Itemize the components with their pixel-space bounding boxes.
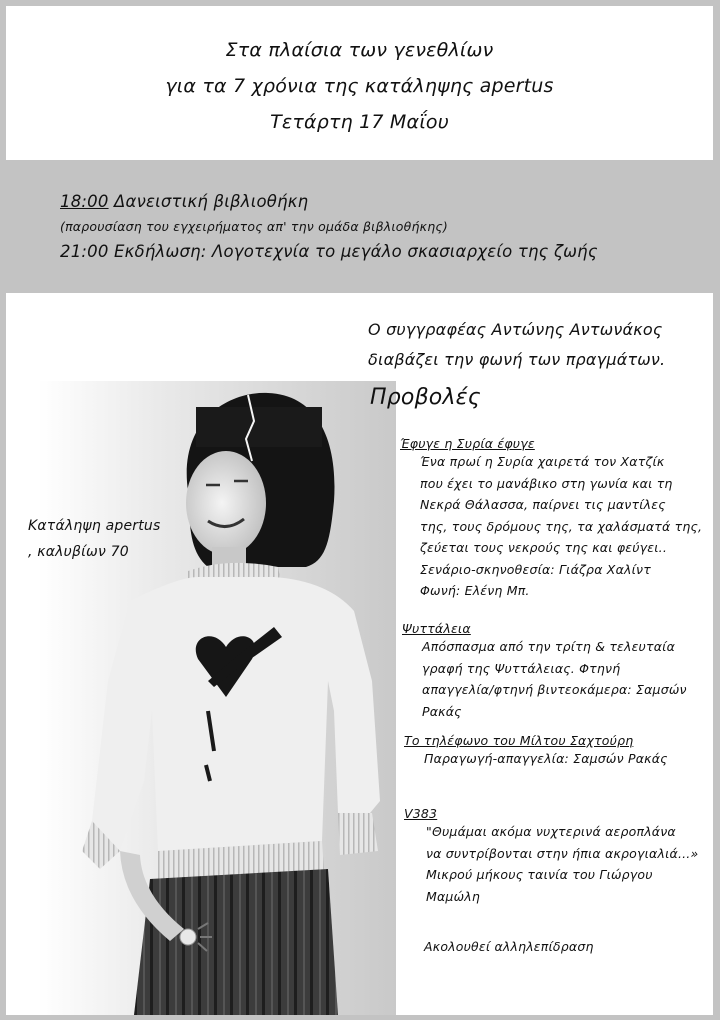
schedule-time-1800: 18:00 [60, 192, 109, 211]
header-line-2: για τα 7 χρόνια της κατάληψης apertus [165, 75, 554, 97]
schedule-item-event: 21:00 Εκδήλωση: Λογοτεχνία το μεγάλο σκασιαρχείο της ζωής [60, 242, 598, 261]
followup-note: Ακολουθεί αλληλεπίδραση [424, 939, 594, 954]
film-line: ζεύεται τους νεκρούς της και φεύγει.. [420, 540, 667, 555]
schedule-library-label: Δανειστική βιβλιοθήκη [114, 192, 309, 211]
author-intro-line-1: Ο συγγραφέας Αντώνης Αντωνάκος [368, 320, 663, 339]
film-description [420, 451, 702, 602]
film-line: Νεκρά Θάλασσα, παίρνει τις μαντίλες [420, 497, 666, 512]
film-title: V383 [404, 806, 438, 821]
film-line: Φωνή: Ελένη Μπ. [420, 583, 530, 598]
film-line: γραφή της Ψυττάλειας. Φτηνή [422, 660, 621, 676]
film-v383 [404, 806, 698, 907]
poster-panel [6, 293, 713, 1015]
projections-heading: Προβολές [370, 385, 481, 410]
schedule [60, 188, 598, 266]
film-line: της, τους δρόμους της, τα χαλάσματά της, [420, 518, 703, 534]
schedule-library-note: (παρουσίαση του εγχειρήματος απ' την ομάδα βιβλιοθήκης) [60, 219, 448, 234]
film-title: Έφυγε η Συρία έφυγε [400, 436, 535, 451]
header-line-1: Στα πλαίσια των γενεθλίων [225, 39, 494, 61]
film-line: Σενάριο-σκηνοθεσία: Γιάζρα Χαλίντ [420, 561, 651, 577]
film-line: Μικρού μήκους ταινία του Γιώργου [426, 867, 653, 882]
film-line: Ρακάς [422, 703, 462, 719]
location-address: , καλυβίων 70 [28, 544, 129, 560]
author-intro-line-2: διαβάζει την φωνή των πραγμάτων. [368, 350, 666, 369]
film-syria [400, 436, 702, 602]
film-line: να συντρίβονται στην ήπια ακρογιαλιά...» [426, 845, 699, 861]
schedule-item-library [60, 188, 598, 216]
film-line: "Θυμάμαι ακόμα νυχτερινά αεροπλάνα [426, 824, 676, 839]
author-intro [368, 315, 665, 375]
film-title: Ψυττάλεια [402, 621, 471, 636]
film-line: απαγγελία/φτηνή βιντεοκάμερα: Σαμσών [422, 682, 687, 697]
location [28, 513, 160, 565]
location-squat-name: Κατάληψη apertus [28, 518, 161, 534]
film-line: Απόσπασμα από την τρίτη & τελευταία [422, 639, 676, 654]
film-line: Μαμώλη [426, 888, 480, 904]
film-description [422, 636, 687, 722]
header-panel [6, 6, 713, 160]
film-description [426, 821, 698, 907]
film-line: που έχει το μανάβικο στη γωνία και τη [420, 475, 673, 491]
header-line-3: Τετάρτη 17 Μαΐου [270, 111, 449, 133]
film-telephone [404, 733, 668, 770]
vintage-photo-girl-in-sweater [38, 381, 396, 1015]
film-title: Το τηλέφωνο του Μίλτου Σαχτούρη [404, 733, 634, 748]
film-psyttaleia [402, 621, 687, 722]
film-line: Παραγωγή-απαγγελία: Σαμσών Ρακάς [424, 751, 668, 766]
film-line: Ένα πρωί η Συρία χαιρετά τον Χατζίκ [420, 454, 665, 469]
film-description [424, 748, 668, 770]
